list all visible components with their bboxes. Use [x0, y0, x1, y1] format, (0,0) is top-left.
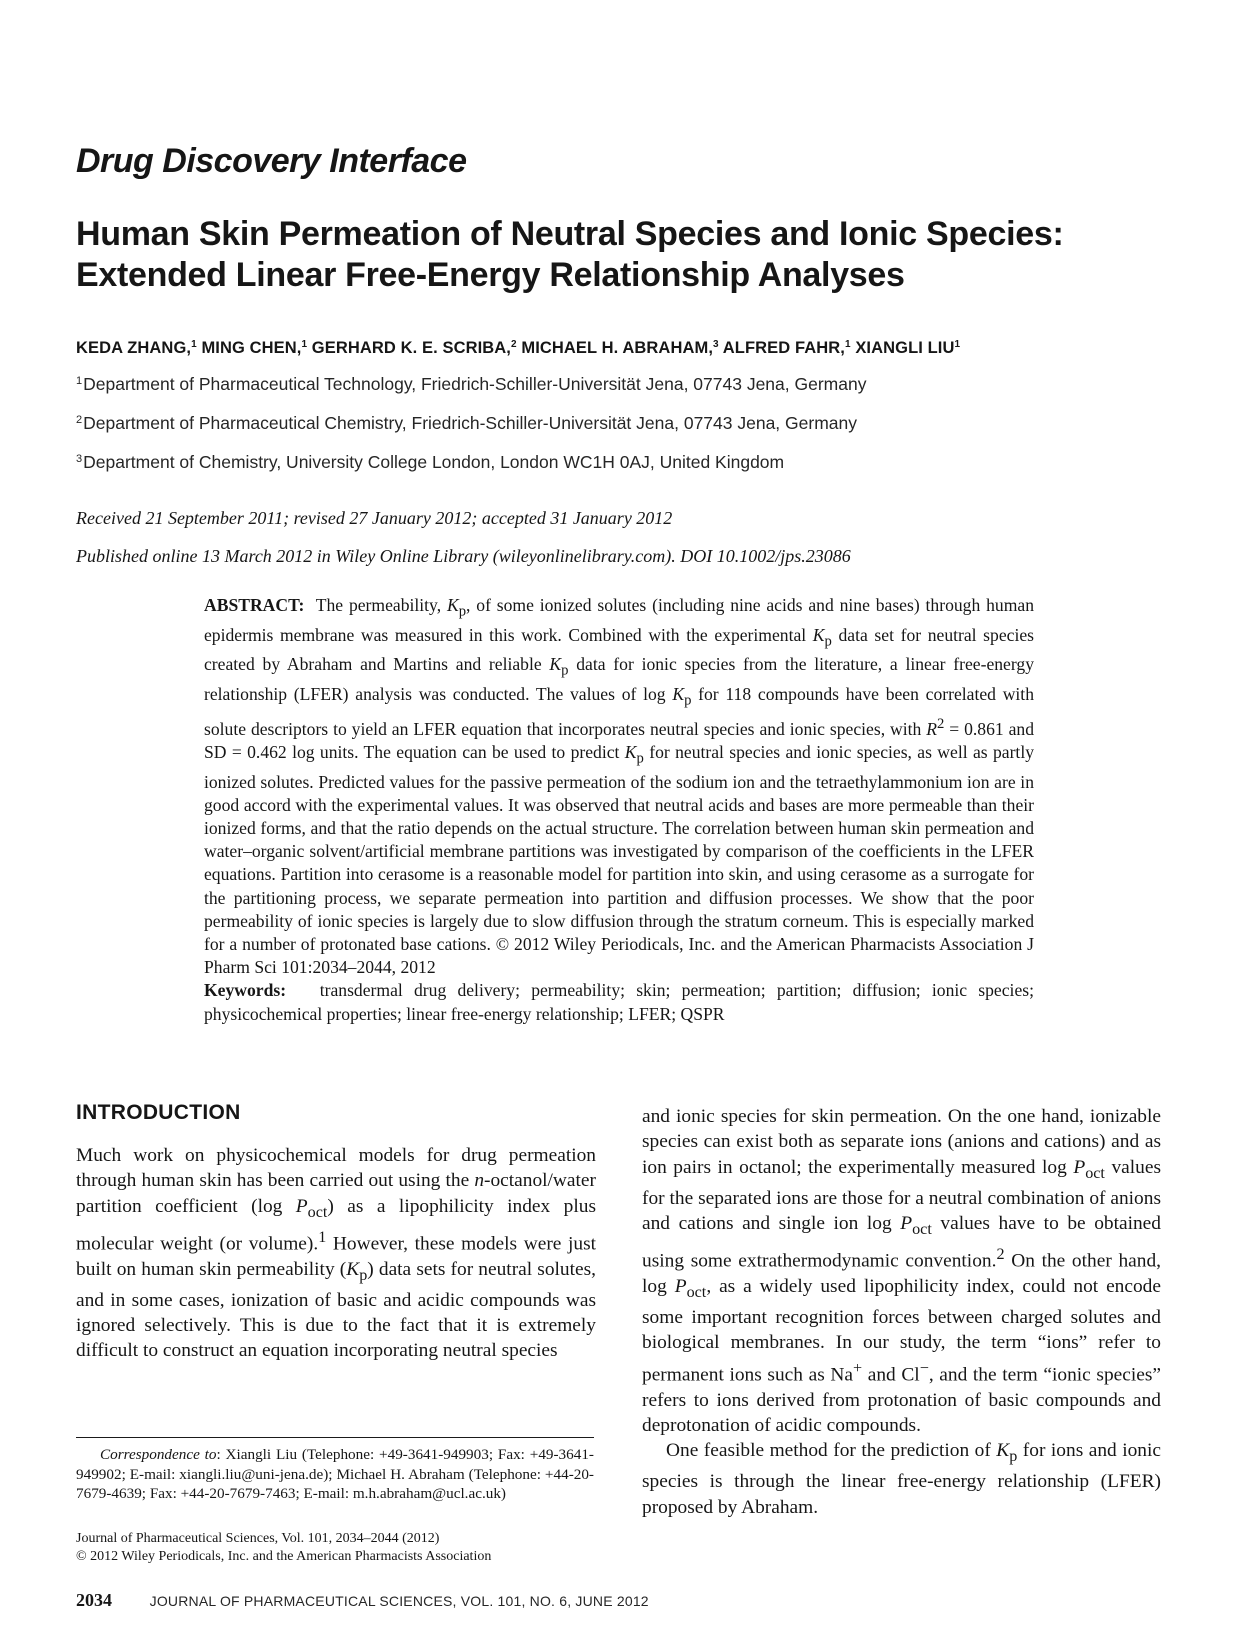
page-number: 2034 — [76, 1590, 112, 1610]
published-line: Published online 13 March 2012 in Wiley Online Library (wileyonlinelibrary.com). DOI 10.1002/jps.23086 — [76, 546, 851, 566]
page-footer — [76, 1590, 649, 1611]
paragraph: One feasible method for the prediction of $K_p$ for ions and ionic species is through the linear free-energy relationship (LFER) proposed by Abraham. — [642, 1440, 1161, 1518]
correspondence-footnote: Correspondence to: Xiangli Liu (Telephone: +49-3641-949903; Fax: +49-3641-949902; E-mail: xiangli.liu@uni-jena.de); Michael H. Abraham (Telephone: +44-20-7679-4639; Fax: +44-20-7679-7463; E-mail: m.h.abraham@ucl.ac.uk) — [76, 1446, 594, 1503]
footnote-divider — [76, 1437, 594, 1438]
author-list — [76, 339, 960, 358]
author: MING CHEN,$^1$ — [201, 339, 308, 357]
keywords-label: Keywords: — [204, 980, 287, 1001]
intro-right-column — [642, 1104, 1161, 1520]
author: KEDA ZHANG,$^1$ — [76, 339, 197, 357]
received-dates: Received 21 September 2011; revised 27 January 2012; accepted 31 January 2012 — [76, 508, 673, 528]
journal-info — [76, 1530, 636, 1566]
paragraph: Much work on physicochemical models for drug permeation through human skin has been carried out using the n-octanol/water partition coefficient (log $P_{oct}$) as a lipophilicity index plus molecular weight (or volume).$^1$ However, these models were just built on human skin permeability $(K_p)$ data sets for neutral solutes, and in some cases, ionization of basic and acidic compounds was ignored selectively. This is due to the fact that it is extremely difficult to construct an equation incorporating neutral species — [76, 1145, 597, 1362]
author: MICHAEL H. ABRAHAM,$^3$ — [521, 339, 719, 357]
paragraph: and ionic species for skin permeation. On the one hand, ionizable species can exist both as separate ions (anions and cations) and as ion pairs in octanol; the experimentally measured $\log P_{oct}$ values for the separated ions are those for a neutral combination of anions and cations and single ion $\log P_{oct}$ values have to be obtained using some extrathermodynamic convention.$^2$ On the other hand, $\log P_{oct}$, as a widely used lipophilicity index, could not encode some important recognition forces between charged solutes and biological membranes. In our study, the term “ions” refer to permanent ions such as Na+ and Cl−, and the term “ionic species” refers to ions derived from protonation of basic compounds and deprotonation of acidic compounds. — [642, 1106, 1162, 1436]
abstract-label: ABSTRACT: — [204, 595, 305, 615]
author: ALFRED FAHR,$^1$ — [722, 339, 851, 357]
author: GERHARD K. E. SCRIBA,$^2$ — [311, 339, 517, 357]
affiliation: $^3$Department of Chemistry, University College London, London WC1H 0AJ, United Kingdom — [76, 452, 785, 472]
intro-left-column — [76, 1143, 596, 1364]
citation-1[interactable]: 1 — [318, 1228, 327, 1246]
affiliation: $^2$Department of Pharmaceutical Chemistry, Friedrich-Schiller-Universität Jena, 07743 Jena, Germany — [76, 413, 857, 433]
article-title — [76, 214, 1176, 296]
section-label: Drug Discovery Interface — [76, 142, 467, 180]
author: XIANGLI LIU$^1$ — [855, 339, 961, 357]
section-heading-introduction: INTRODUCTION — [76, 1101, 241, 1124]
keywords: Keywords: transdermal drug delivery; permeability; skin; permeation; partition; diffusion; ionic species; physicochemical properties; linear free-energy relationship; LFER; QSPR — [204, 980, 1034, 1024]
running-head: JOURNAL OF PHARMACEUTICAL SCIENCES, VOL. 101, NO. 6, JUNE 2012 — [149, 1593, 649, 1609]
abstract-text: ABSTRACT: The permeability, $K_p$, of some ionized solutes (including nine acids and nine bases) through human epidermis membrane was measured in this work. Combined with the experimental $K_p$ data set for neutral species created by Abraham and Martins and reliable $K_p$ data for ionic species from the literature, a linear free-energy relationship (LFER) analysis was conducted. The values of $\log K_p$ for 118 compounds have been correlated with solute descriptors to yield an LFER equation that incorporates neutral species and ionic species, with $R^2 = 0.861$ and SD = 0.462 log units. The equation can be used to predict $K_p$ for neutral species and ionic species, as well as partly ionized solutes. Predicted values for the passive permeation of the sodium ion and the tetraethylammonium ion are in good accord with the experimental values. It was observed that neutral acids and bases are more permeable than their ionized forms, and that the ratio depends on the actual structure. The correlation between human skin permeation and water–organic solvent/artificial membrane partitions was investigated by comparison of the coefficients in the LFER equations. Partition into cerasome is a reasonable model for partition into skin, and using cerasome as a surrogate for the partitioning process, we separate permeation into partition and diffusion processes. We show that the poor permeability of ionic species is largely due to slow diffusion through the stratum corneum. This is especially marked for a number of protonated base cations. © 2012 Wiley Periodicals, Inc. and the American Pharmacists Association J Pharm Sci 101:2034–2044, 2012 — [204, 595, 1035, 978]
citation-2[interactable]: 2 — [996, 1246, 1005, 1264]
abstract — [204, 594, 1034, 1026]
copyright-line: © 2012 Wiley Periodicals, Inc. and the American Pharmacists Association — [76, 1549, 492, 1564]
title-line-1: Human Skin Permeation of Neutral Species and Ionic Species: — [76, 215, 1064, 253]
journal-citation: Journal of Pharmaceutical Sciences, Vol. 101, 2034–2044 (2012) — [76, 1531, 440, 1546]
title-line-2: Extended Linear Free-Energy Relationship Analyses — [76, 256, 905, 294]
affiliation: $^1$Department of Pharmaceutical Technology, Friedrich-Schiller-Universität Jena, 07743 Jena, Germany — [76, 374, 867, 394]
